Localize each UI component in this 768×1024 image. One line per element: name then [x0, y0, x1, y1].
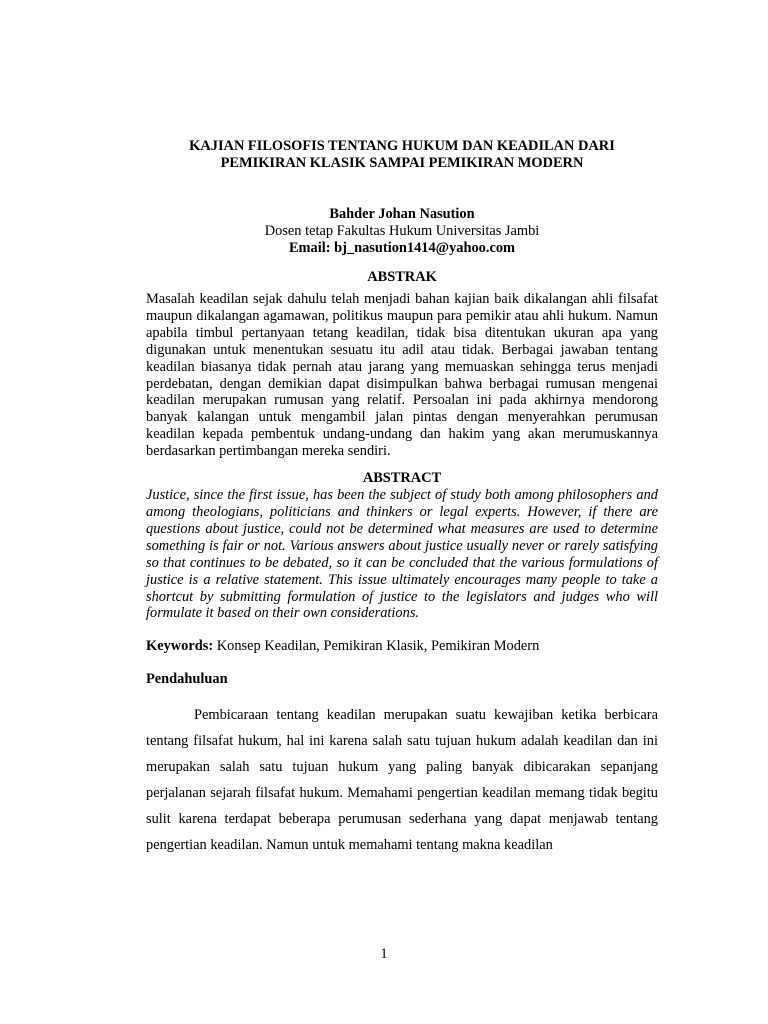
author-affiliation: Dosen tetap Fakultas Hukum Universitas Jambi: [264, 223, 540, 239]
keywords-label: Keywords:: [146, 638, 214, 655]
abstrak-heading: ABSTRAK: [367, 269, 437, 285]
author-block: [146, 206, 658, 257]
keywords-line: [146, 638, 658, 655]
body-paragraph: Pembicaraan tentang keadilan merupakan suatu kewajiban ketika berbicara tentang filsafat hukum, hal ini karena salah satu tujuan hukum adalah keadilan dan ini merupakan salah satu tujuan hukum yang paling banyak dibicarakan sepanjang perjalanan sejarah filsafat hukum. Memahami pengertian keadilan memang tidak begitu sulit karena terdapat beberapa perumusan sederhana yang dapat menjawab tentang pengertian keadilan. Namun untuk memahami tentang makna keadilan: [146, 707, 658, 854]
paper-title: [146, 138, 658, 172]
title-line-1: KAJIAN FILOSOFIS TENTANG HUKUM DAN KEADILAN DARI: [189, 138, 615, 154]
section-heading-pendahuluan: Pendahuluan: [146, 671, 228, 688]
author-email: Email: bj_nasution1414@yahoo.com: [288, 240, 516, 256]
title-line-2: PEMIKIRAN KLASIK SAMPAI PEMIKIRAN MODERN: [220, 155, 584, 171]
page-number: 1: [380, 946, 388, 962]
page-content: [146, 138, 658, 858]
keywords-text: Konsep Keadilan, Pemikiran Klasik, Pemikiran Modern: [213, 638, 540, 655]
abstrak-text: Masalah keadilan sejak dahulu telah menjadi bahan kajian baik dikalangan ahli filsafat maupun dikalangan agamawan, politikus maupun para pemikir atau ahli hukum. Namun apabila timbul pertanyaan tetang keadilan, tidak bisa ditentukan ukuran apa yang digunakan untuk menentukan sesuatu itu adil atau tidak. Berbagai jawaban tentang keadilan biasanya tidak pernah atau jarang yang memuaskan sehingga terus menjadi perdebatan, dengan demikian dapat disimpulkan bahwa berbagai rumusan mengenai keadilan merupakan rumusan yang relatif. Persoalan ini pada akhirnya mendorong banyak kalangan untuk mengambil jalan pintas dengan menyerahkan perumusan keadilan kepada pembentuk undang-undang dan hakim yang akan merumuskannya berdasarkan pertimbangan mereka sendiri.: [146, 291, 658, 460]
abstract-heading: ABSTRACT: [362, 470, 442, 487]
abstract-text: Justice, since the first issue, has been the subject of study both among philosophers and among theologians, politicians and thinkers or legal experts. However, if there are questions about justice, could not be determined what measures are used to determine something is fair or not. Various answers about justice usually never or rarely satisfying so that continues to be debated, so it can be concluded that the various formulations of justice is a relative statement. This issue ultimately encourages many people to take a shortcut by submitting formulation of justice to the legislators and judges who will formulate it based on their own considerations.: [146, 487, 658, 622]
author-name: Bahder Johan Nasution: [329, 206, 475, 222]
